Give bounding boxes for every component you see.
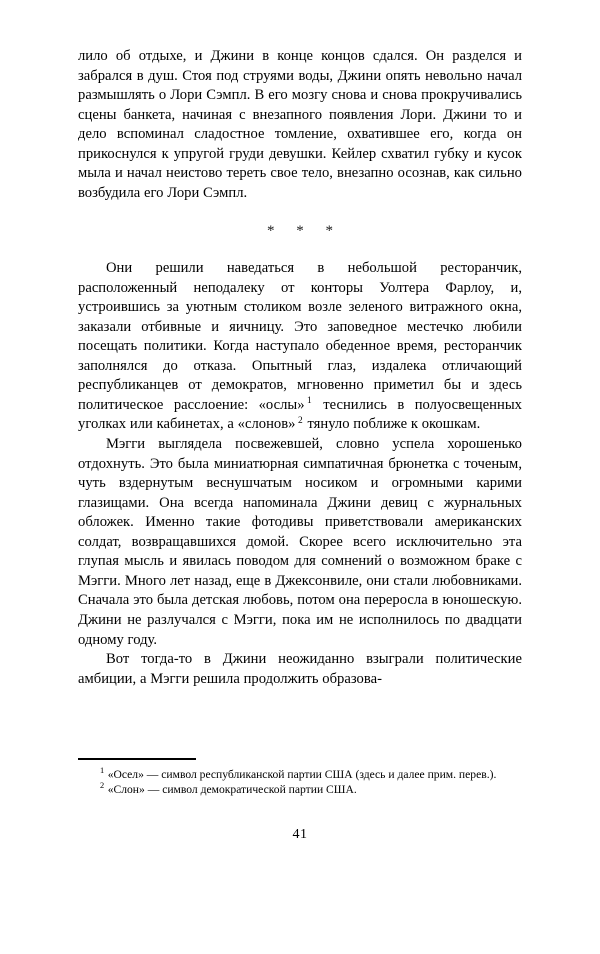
footnote-number-2: 2 [100, 781, 105, 791]
paragraph-continued: лило об отдыхе, и Джини в конце концов сдался. Он разделся и забрался в душ. Стоя под струями воды, Джини опять невольно начал размышлять о Лори Сэмпл. В его мозгу снова и снова прокручивались сцены банкета, начиная с внезапного появления Лори. Джини то и дело вспоминал сладостное томление, охватившее его, когда он прикоснулся к упругой груди девушки. Кейлер схватил губку и кусок мыла и начал неистово тереть свое тело, внезапно осознав, как сильно возбудила его Лори Сэмпл. [78, 48, 522, 201]
paragraph-restaurant [78, 259, 522, 435]
paragraph-restaurant-text-b: теснились в полуосвещенных уголках или кабинетах, а «слонов» [78, 396, 522, 433]
paragraph-maggie: Мэгги выглядела посвежевшей, словно успела хорошенько отдохнуть. Это была миниатюрная симпатичная брюнетка с точеным, чуть вздернутым веснушчатым носиком и огромными карими глазищами. Она всегда напоминала Джини девиц с журнальных обложек. Именно такие фотодивы приветствовали американских солдат, возвращавшихся домой. Скорее всего исключительно эта глупая мысль и явилась поводом для сомнений о возможном браке с Мэгги. Много лет назад, еще в Джексонвиле, они стали любовниками. Сначала это была детская любовь, потом она переросла в юношескую. Джини не разлучался с Мэгги, пока им не исполнилось по двадцати одному году. [78, 436, 522, 648]
footnote-item-2 [78, 782, 522, 798]
body-text-block [78, 47, 522, 689]
footnote-number-1: 1 [100, 765, 105, 775]
paragraph-restaurant-text-a: Они решили наведаться в небольшой ресторанчик, расположенный неподалеку от конторы Уолтера Фарлоу, и, устроившись за уютным столиком возле зеленого витражного окна, заказали отбивные и яичницу. Это заповедное местечко любили посещать политики. Когда наступало обеденное время, ресторанчик заполнялся до отказа. Опытный глаз, издалека отличающий республиканцев от демократов, мгновенно приметил бы и здесь политическое расслоение: «ослы» [78, 260, 522, 413]
page-number: 41 [292, 827, 308, 842]
paragraph-restaurant-text-c: тянуло поближе к окошкам. [303, 416, 481, 433]
paragraph-ambitions: Вот тогда-то в Джини неожиданно взыграли политические амбиции, а Мэгги решила продолжить образова- [78, 651, 522, 687]
footnotes-block [78, 758, 522, 798]
section-divider-asterisks: * * * [267, 222, 342, 239]
footnote-item-1 [78, 767, 522, 783]
footnote-text-1: «Осел» — символ республиканской партии США (здесь и далее прим. перев.). [107, 767, 497, 781]
footnote-ref-1[interactable]: 1 [307, 396, 312, 407]
footnote-ref-2[interactable]: 2 [297, 415, 303, 426]
footnote-text-2: «Слон» — символ демократической партии США. [107, 783, 357, 797]
footnote-separator-rule [78, 758, 196, 760]
